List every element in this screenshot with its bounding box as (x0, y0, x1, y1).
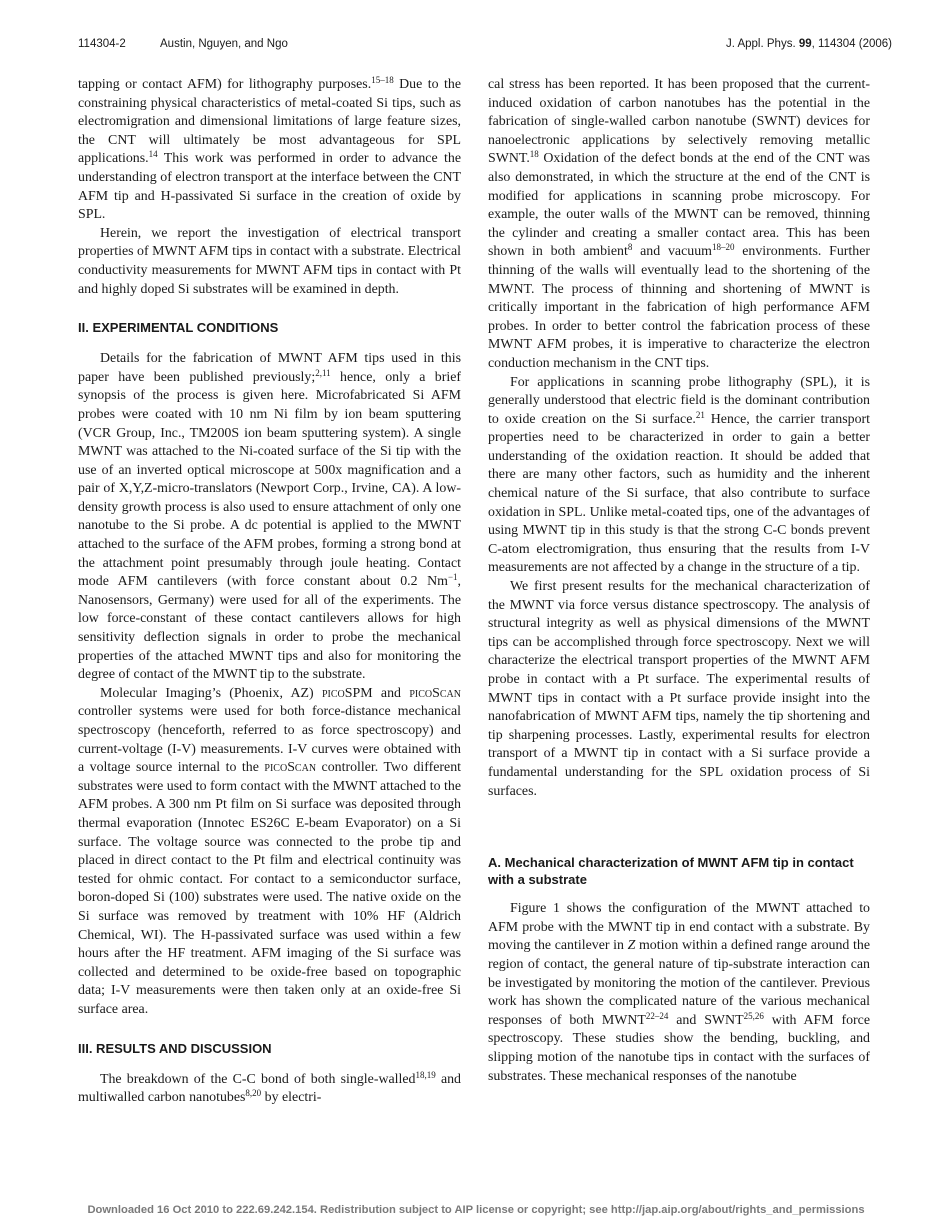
citation: 14 (148, 149, 158, 160)
paragraph: Molecular Imaging’s (Phoenix, AZ) picoSPM and picoScan controller systems were used for both force-distance mechanical spectroscopy (henceforth, referred to as force spectroscopy) and current-voltage (I-V) measurements. I-V curves were obtained with a voltage source internal to the picoScan controller. Two different substrates were used to form contact with the MWNT attached to the AFM probes. A 300 nm Pt film on Si surface was deposited through thermal evaporation (Innotec ES26C E-beam Evaporator) on a Si surface. The voltage source was connected to the probe tip and placed in direct contact to the Pt film and electrical continuity was tested for ohmic contact. For contact to a semiconductor surface, boron-doped Si (100) substrates were used. The native oxide on the Si surface was removed by treatment with 10% HF (Aldrich Chemical, WI). The H-passivated surface was used within a few hours after the HF treatment. AFM imaging of the Si surface was collected and determined to be oxide-free based on topographic data; I-V measurements were then taken only at an oxide-free Si surface area. (78, 685, 461, 1017)
citation: 21 (695, 409, 705, 420)
section-heading-experimental: II. EXPERIMENTAL CONDITIONS (78, 320, 279, 336)
journal-volume: 99 (798, 38, 812, 50)
citation: 15–18 (371, 75, 394, 85)
paragraph: We first present results for the mechanical characterization of the MWNT via force versus distance spectroscopy. The analysis of structural integrity as well as physical dimensions of the MWNT tips can be accomplished through force spectroscopy. Next we will characterize the electrical transport properties of the MWNT AFM probe in contact with a Pt surface. The experimental results of MWNT tips in contact with a Pt surface provide insight into the nanofabrication of MWNT AFM tips, namely the tip shortening and tip sharpening processes. Lastly, experimental results for electron transport of a MWNT tip in contact with a Si surface provide a fundamental understanding for the SPL oxidation process of Si surfaces. (488, 579, 870, 799)
unit-exponent: −1 (447, 572, 458, 583)
citation: 22–24 (645, 1010, 669, 1021)
citation: 8,20 (245, 1088, 262, 1099)
paragraph: The breakdown of the C-C bond of both single-walled$^{18,19}$ and multiwalled carbon nanotubes$^{8,20}$ by electri- (78, 1069, 462, 1106)
citation: 18 (529, 149, 539, 160)
section-heading-results: III. RESULTS AND DISCUSSION (78, 1040, 272, 1056)
running-authors: Austin, Nguyen, and Ngo (160, 38, 288, 50)
citation: 2,11 (315, 367, 331, 378)
left-column (78, 76, 461, 1108)
paragraph: For applications in scanning probe lithography (SPL), it is generally understood that electric field is the dominant contribution to oxide creation on the Si surface.$^{21}$ Hence, the carrier transport properties need to be characterized in order to gain a better understanding of the oxidation reaction. It should be added that there are many other factors, such as humidity and the inherent chemical nature of the Si surface, that also contribute to surface oxidation in SPL. Unlike metal-coated tips, one of the advantages of using MWNT tip in this study is that the strong C-C bonds prevent C-atom electromigration, thus ensuring that the results from I-V measurements are not affected by a change in the structure of a tip. (488, 374, 871, 576)
subsection-heading-mechanical: A. Mechanical characterization of MWNT AFM tip in contact with a substrate (488, 855, 854, 887)
paragraph: Details for the fabrication of MWNT AFM tips used in this paper have been published previously;$^{2,11}$ hence, only a brief synopsis of the process is given here. Microfabricated Si AFM probes were coated with 10 nm Ni film by ion beam sputtering (VCR Group, Inc., TM200S ion beam sputtering system). A single MWNT was attached to the Ni-coated surface of the Si tip with the use of an inverted optical microscope at 500x magnification and a pair of X,Y,Z-micro-translators (Newport Corp., Irvine, CA). A low-density growth process is also used to ensure attachment of only one nanotube to the Si probe. A dc potential is applied to the MWNT attached to the surface of the AFM probes, forming a strong bond at the attachment point presumably through joule heating. Contact mode AFM cantilevers (with force constant about 0.2 $Nm^{-1}$, Nanosensors, Germany) were used for all of the experiments. The low force-constant of these contact cantilevers allows for high sensitivity deflection signals in order to probe the mechanical properties of the attached MWNT tips and also for monitoring the degree of contact of the MWNT tip to the substrate. (78, 351, 461, 683)
paragraph: tapping or contact AFM) for lithography purposes.$^{15-18}$ Due to the constraining physical characteristics of metal-coated Si tips, such as electromigration and dimensional limitations of large feature sizes, the CNT will ultimately be most advantageous for SPL applications.$^{14}$ This work was performed in order to advance the understanding of electron transport at the interface between the CNT AFM tip and H-passivated Si surface in the creation of oxide by SPL. (78, 75, 461, 223)
citation: 8 (627, 242, 633, 253)
journal-citation: J. Appl. Phys. 99, 114304 (2006) (725, 38, 892, 50)
running-header (78, 38, 892, 54)
citation: 25,26 (743, 1010, 764, 1021)
download-notice: Downloaded 16 Oct 2010 to 222.69.242.154. Redistribution subject to AIP license or copyright; see http://jap.aip.org/about/rights_and_permissions (87, 1204, 865, 1216)
page-number: 114304-2 (78, 38, 126, 50)
citation: 18,19 (415, 1069, 436, 1080)
paragraph: cal stress has been reported. It has been proposed that the current-induced oxidation of carbon nanotubes has the potential in the fabrication of single-walled carbon nanotube (SWNT) devices for nanoelectronic applications by selectively removing metallic SWNT.$^{18}$ Oxidation of the defect bonds at the end of the CNT was also demonstrated, in which the structure at the end of the CNT is modified for applications in scanning probe microscopy. For example, the outer walls of the MWNT can be removed, thinning the cylinder and creating a smaller contact area. This has been shown in both ambient$^8$ and vacuum$^{18-20}$ environments. Further thinning of the walls will eventually lead to the shortening of the MWNT. The process of thinning and shortening of MWNT is critically important in the fabrication of high performance AFM probes. In order to better control the fabrication process of these MWNT AFM probes, it is imperative to characterize the electron conduction mechanism in the CNT tips. (488, 77, 870, 371)
paragraph: Figure 1 shows the configuration of the MWNT attached to AFM probe with the MWNT tip in end contact with a substrate. By moving the cantilever in Z motion within a defined range around the region of contact, the general nature of tip-substrate interaction can be investigated by monitoring the motion of the cantilever. Previous work has shown the complicated nature of the various mechanical responses of both MWNT$^{22-24}$ and SWNT$^{25,26}$ with AFM force spectroscopy. These studies show the bending, buckling, and slipping motion of the nanotube tips in contact with the surfaces of substrates. These mechanical responses of the nanotube (488, 901, 871, 1084)
right-column (488, 76, 870, 1086)
citation: 18–20 (711, 242, 735, 253)
paragraph: Herein, we report the investigation of electrical transport properties of MWNT AFM tips in contact with a substrate. Electrical conductivity measurements for MWNT AFM tips in contact with Pt and highly doped Si substrates will be examined in depth. (78, 225, 461, 297)
